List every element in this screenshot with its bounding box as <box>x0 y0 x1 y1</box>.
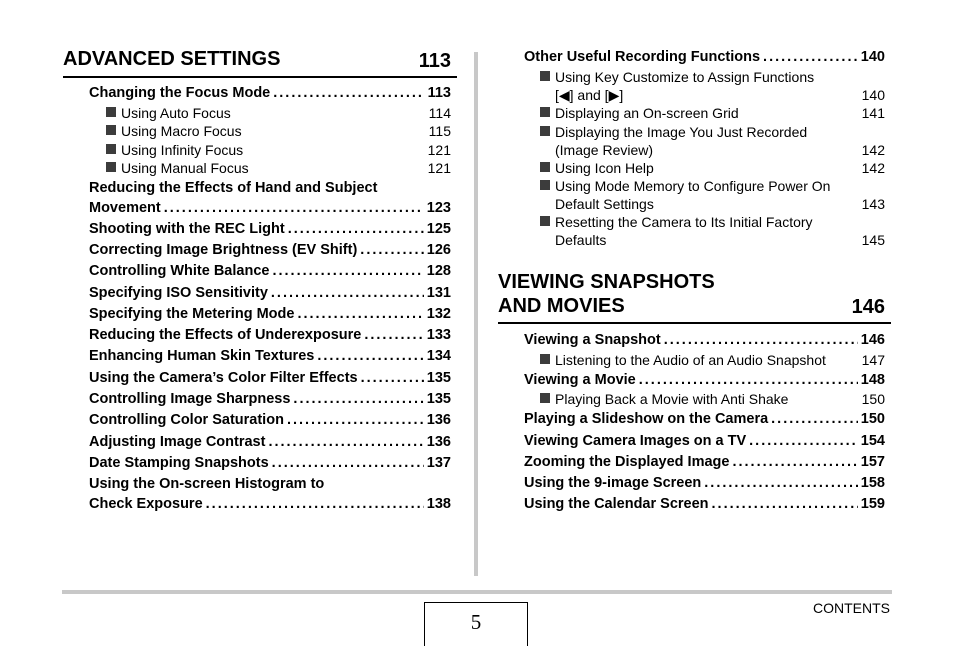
entry-title: Changing the Focus Mode <box>89 85 271 101</box>
subentry-title-line2: Defaults <box>555 232 607 248</box>
subentry-page: 140 <box>861 87 885 103</box>
toc-entry[interactable] <box>524 494 885 514</box>
subentry-page: 121 <box>427 160 451 176</box>
entry-title: Correcting Image Brightness (EV Shift) <box>89 242 358 258</box>
toc-entry[interactable] <box>89 410 451 430</box>
entry-title: Controlling Image Sharpness <box>89 391 291 407</box>
square-bullet-icon <box>540 180 550 190</box>
entry-page: 146 <box>860 332 885 348</box>
subentry-page: 145 <box>861 232 885 248</box>
section-title: ADVANCED SETTINGS <box>63 48 281 70</box>
entry-title: Other Useful Recording Functions <box>524 49 761 65</box>
toc-entry[interactable] <box>524 452 885 472</box>
toc-subentry[interactable] <box>540 123 885 159</box>
subentry-title-line2: Default Settings <box>555 196 654 212</box>
contents-link[interactable]: CONTENTS <box>813 600 890 616</box>
entry-page: 125 <box>426 221 451 237</box>
entry-page: 135 <box>426 370 451 386</box>
toc-entry[interactable] <box>89 325 451 345</box>
entry-title: Reducing the Effects of Hand and Subject <box>89 180 378 196</box>
toc-entry[interactable] <box>89 219 451 239</box>
entry-page: 140 <box>860 49 885 65</box>
subentry-title: Using Infinity Focus <box>121 142 244 158</box>
entry-title: Date Stamping Snapshots <box>89 455 269 471</box>
entry-page: 133 <box>426 327 451 343</box>
entry-page: 113 <box>427 85 451 101</box>
section-page: 146 <box>851 296 885 318</box>
entry-title: Using the Calendar Screen <box>524 496 709 512</box>
entry-title-line2: Check Exposure <box>89 496 203 512</box>
entry-page: 135 <box>426 391 451 407</box>
entry-title: Specifying ISO Sensitivity <box>89 285 268 301</box>
entry-title: Controlling White Balance <box>89 263 270 279</box>
toc-entry[interactable] <box>89 346 451 366</box>
toc-entry[interactable] <box>89 240 451 260</box>
entry-title: Controlling Color Saturation <box>89 412 284 428</box>
square-bullet-icon <box>106 125 116 135</box>
entry-page: 132 <box>426 306 451 322</box>
toc-entry[interactable] <box>89 474 451 514</box>
square-bullet-icon <box>540 393 550 403</box>
toc-subentry[interactable] <box>540 213 885 249</box>
subentry-page: 115 <box>428 123 451 139</box>
subentry-page: 142 <box>861 160 885 176</box>
square-bullet-icon <box>540 216 550 226</box>
entry-title: Playing a Slideshow on the Camera <box>524 411 769 427</box>
toc-entry[interactable] <box>524 370 885 390</box>
footer-rule <box>62 590 892 594</box>
subentry-title: Using Icon Help <box>555 160 654 176</box>
toc-entry[interactable] <box>89 178 451 218</box>
entry-title-line2: Movement <box>89 200 161 216</box>
entry-page: 148 <box>860 372 885 388</box>
subentry-title: Displaying an On-screen Grid <box>555 105 739 121</box>
subentry-title: Resetting the Camera to Its Initial Factory <box>555 214 813 230</box>
square-bullet-icon <box>540 71 550 81</box>
toc-entry[interactable] <box>524 330 885 350</box>
toc-entry[interactable] <box>89 261 451 281</box>
toc-entry[interactable] <box>524 473 885 493</box>
entry-page: 131 <box>426 285 451 301</box>
entry-page: 128 <box>426 263 451 279</box>
square-bullet-icon <box>106 162 116 172</box>
entry-page: 123 <box>426 200 451 216</box>
entry-page: 154 <box>860 433 885 449</box>
square-bullet-icon <box>106 144 116 154</box>
page-number: 5 <box>424 602 528 646</box>
entry-title: Using the On-screen Histogram to <box>89 476 325 492</box>
entry-page: 136 <box>426 434 451 450</box>
entry-page: 159 <box>860 496 885 512</box>
toc-entry[interactable] <box>89 83 451 103</box>
toc-entry[interactable] <box>89 368 451 388</box>
toc-entry[interactable] <box>524 431 885 451</box>
toc-subentry[interactable] <box>540 177 885 213</box>
toc-entry[interactable] <box>89 283 451 303</box>
subentry-page: 142 <box>861 142 885 158</box>
subentry-page: 121 <box>427 142 451 158</box>
entry-title: Viewing a Movie <box>524 372 636 388</box>
entry-title: Adjusting Image Contrast <box>89 434 266 450</box>
square-bullet-icon <box>540 107 550 117</box>
entry-title: Viewing a Snapshot <box>524 332 661 348</box>
subentry-title: Playing Back a Movie with Anti Shake <box>555 391 789 407</box>
subentry-title: Using Mode Memory to Configure Power On <box>555 178 831 194</box>
subentry-page: 114 <box>428 105 451 121</box>
square-bullet-icon <box>540 354 550 364</box>
entry-title: Enhancing Human Skin Textures <box>89 348 315 364</box>
entry-title: Reducing the Effects of Underexposure <box>89 327 362 343</box>
section-page: 113 <box>418 50 451 72</box>
toc-entry[interactable] <box>524 47 885 67</box>
toc-entry[interactable] <box>89 432 451 452</box>
subentry-title: Using Key Customize to Assign Functions <box>555 69 815 85</box>
subentry-title: Using Manual Focus <box>121 160 249 176</box>
toc-entry[interactable] <box>89 453 451 473</box>
section-title: VIEWING SNAPSHOTS <box>498 271 715 293</box>
subentry-page: 141 <box>861 105 885 121</box>
subentry-title: Displaying the Image You Just Recorded <box>555 124 808 140</box>
subentry-title: Listening to the Audio of an Audio Snapshot <box>555 352 826 368</box>
entry-title: Shooting with the REC Light <box>89 221 285 237</box>
subentry-page: 150 <box>861 391 885 407</box>
subentry-page: 143 <box>861 196 885 212</box>
entry-title: Viewing Camera Images on a TV <box>524 433 747 449</box>
toc-entry[interactable] <box>524 409 885 429</box>
entry-title: Zooming the Displayed Image <box>524 454 730 470</box>
subentry-title: Using Auto Focus <box>121 105 231 121</box>
entry-title: Using the 9-image Screen <box>524 475 702 491</box>
subentry-title-line2: [◀] and [▶] <box>555 87 624 103</box>
entry-page: 158 <box>860 475 885 491</box>
entry-page: 134 <box>426 348 451 364</box>
entry-page: 136 <box>426 412 451 428</box>
subentry-page: 147 <box>861 352 885 368</box>
entry-page: 137 <box>426 455 451 471</box>
section-title-line2: AND MOVIES <box>498 295 625 317</box>
entry-page: 157 <box>860 454 885 470</box>
entry-page: 150 <box>860 411 885 427</box>
toc-entry[interactable] <box>89 304 451 324</box>
square-bullet-icon <box>540 162 550 172</box>
square-bullet-icon <box>540 126 550 136</box>
section-heading-viewing-snapshots <box>498 270 891 324</box>
section-heading-advanced-settings <box>63 47 457 78</box>
column-divider <box>474 52 478 576</box>
toc-entry[interactable] <box>89 389 451 409</box>
square-bullet-icon <box>106 107 116 117</box>
entry-title: Using the Camera’s Color Filter Effects <box>89 370 358 386</box>
entry-title: Specifying the Metering Mode <box>89 306 295 322</box>
entry-page: 138 <box>426 496 451 512</box>
subentry-title: Using Macro Focus <box>121 123 242 139</box>
entry-page: 126 <box>426 242 451 258</box>
toc-subentry[interactable] <box>540 68 885 104</box>
subentry-title-line2: (Image Review) <box>555 142 654 158</box>
